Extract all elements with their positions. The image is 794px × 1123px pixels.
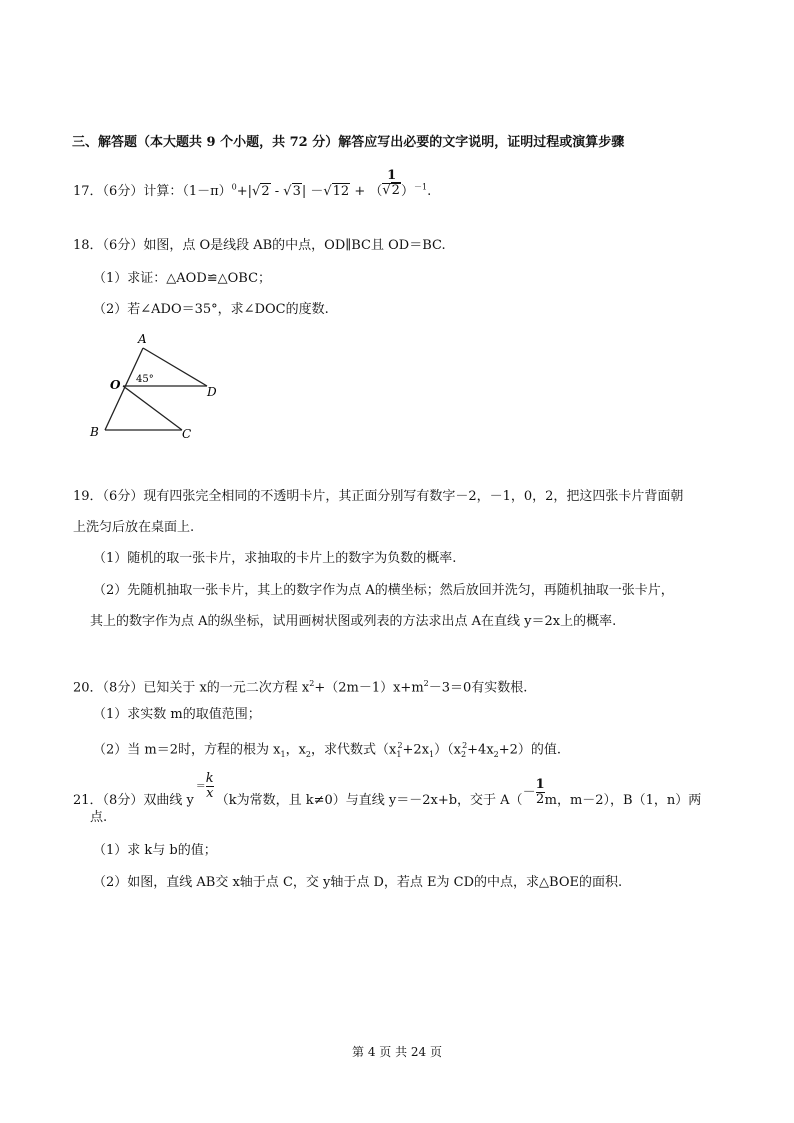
- page-footer: 第 4 页 共 24 页: [352, 1045, 442, 1059]
- question-17: 17．（6分）计算：$(1-\pi)^0+|√2 - √3| -√12$ + （ $\frac{1}{√2}$ ）$^{-1}$.: [73, 168, 432, 199]
- point-label-o: O: [110, 378, 121, 392]
- q17-label: 17．（6分）计算：（1－π）: [73, 184, 232, 199]
- point-label-c: C: [182, 427, 192, 441]
- question-18-part-2: （2）若∠ADO＝35°，求∠DOC的度数.: [93, 302, 329, 317]
- question-20-stem: 20．（8分）已知关于 x的一元二次方程 $x^2+(2m-1)x+m^2-3=0$有实数根.: [73, 679, 528, 696]
- question-21-part-1: （1）求 k与 b的值；: [93, 843, 217, 858]
- q17-fraction: $\frac{1}{√2}$: [382, 168, 400, 198]
- sqrt-3: 3: [292, 184, 301, 199]
- question-20-part-2: （2）当 m＝2时，方程的根为 $x_1$，$x_2$，求代数式$(x_1^2+2x_1)(x_2^2+4x_2+2)$的值.: [93, 741, 562, 759]
- sqrt-12: 12: [332, 184, 350, 199]
- question-21-line-2: 点.: [90, 810, 108, 825]
- question-21-stem: 21．（8分）双曲线 y＝ $\frac{k}{x}$ （k为常数，且 k≠0）与直线 y＝－2x+b，交于 A（－ $\frac{1}{2}$ m，m－2），B（1，n）两: [73, 771, 702, 808]
- point-label-a: A: [138, 332, 147, 346]
- question-19-stem-2: 上洗匀后放在桌面上.: [73, 520, 195, 535]
- question-20-part-1: （1）求实数 m的取值范围；: [93, 707, 261, 722]
- question-19-part-2a: （2）先随机抽取一张卡片，其上的数字作为点 A的横坐标；然后放回并洗匀，再随机抽取一张卡片，: [93, 583, 674, 598]
- q21-neg-half: － $\frac{1}{2}$: [522, 777, 545, 807]
- question-18-part-1: （1）求证：△AOD≌△OBC；: [93, 271, 272, 286]
- geometry-figure: [85, 330, 235, 445]
- question-18-stem: 18．（6分）如图，点 O是线段 AB的中点，OD∥BC且 OD＝BC.: [73, 238, 446, 253]
- angle-label: 45°: [136, 374, 154, 385]
- point-label-d: D: [207, 385, 217, 399]
- question-19-stem-1: 19．（6分）现有四张完全相同的不透明卡片，其正面分别写有数字－2，－1，0，2，把这四张卡片背面朝: [73, 489, 684, 504]
- question-19-part-1: （1）随机的取一张卡片，求抽取的卡片上的数字为负数的概率.: [93, 551, 457, 566]
- q21-k-over-x: ＝ $\frac{k}{x}$: [195, 771, 214, 801]
- question-19-part-2b: 其上的数字作为点 A的纵坐标，试用画树状图或列表的方法求出点 A在直线 y＝2x上的概率.: [90, 614, 617, 629]
- point-label-b: B: [90, 425, 99, 439]
- question-21-part-2: （2）如图，直线 AB交 x轴于点 C，交 y轴于点 D，若点 E为 CD的中点，求△BOE的面积.: [93, 875, 623, 890]
- sqrt-2: 2: [261, 184, 270, 199]
- section-title: 三、解答题（本大题共 9 个小题，共 72 分）解答应写出必要的文字说明，证明过程或演算步骤: [72, 135, 625, 150]
